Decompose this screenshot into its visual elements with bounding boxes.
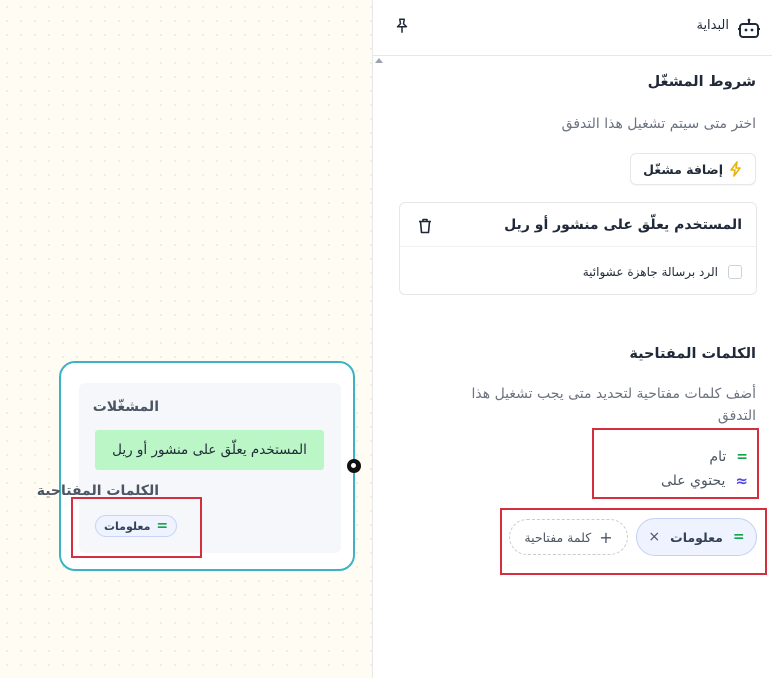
pin-icon[interactable] — [393, 17, 411, 35]
equals-icon: = — [732, 529, 745, 545]
trigger-card — [399, 202, 757, 295]
panel-title: البداية — [696, 18, 729, 33]
random-reply-checkbox[interactable] — [728, 265, 742, 279]
trigger-conditions-heading: شروط المشغّل — [647, 74, 756, 90]
trigger-conditions-description: اختر متى سيتم تشغيل هذا التدفق — [561, 116, 756, 132]
add-keyword-label: كلمة مفتاحية — [524, 529, 592, 545]
scroll-up-arrow[interactable] — [375, 58, 383, 63]
node-output-handle[interactable] — [347, 459, 361, 473]
flow-canvas[interactable] — [0, 0, 372, 678]
annotation-box-legend — [592, 428, 759, 499]
legend-exact-label: تام — [709, 449, 727, 465]
node-triggers-heading: المشغّلات — [92, 399, 159, 415]
add-trigger-label: إضافة مشغّل — [643, 161, 723, 177]
plus-icon: + — [599, 527, 613, 547]
annotation-box-node-keyword — [71, 497, 202, 558]
node-settings-panel — [372, 0, 772, 678]
trash-icon[interactable] — [418, 218, 432, 234]
trigger-card-title: المستخدم يعلّق على منشور أو ريل — [504, 217, 742, 233]
node-keywords-heading: الكلمات المفتاحية — [36, 483, 159, 499]
annotation-box-keywords — [500, 508, 767, 575]
node-trigger-item: المستخدم يعلّق على منشور أو ريل — [95, 430, 324, 470]
lightning-icon — [729, 161, 743, 177]
keywords-description-line2: التدفق — [717, 408, 756, 424]
equals-icon: = — [736, 449, 748, 465]
add-trigger-button[interactable] — [630, 153, 756, 185]
node-keyword-label: معلومات — [104, 519, 151, 533]
remove-keyword-icon[interactable]: × — [648, 529, 661, 545]
random-reply-option[interactable] — [583, 265, 742, 279]
random-reply-label: الرد برسالة جاهزة عشوائية — [582, 265, 718, 279]
keywords-heading: الكلمات المفتاحية — [629, 346, 756, 362]
equals-icon: = — [156, 518, 169, 534]
keyword-chip-label: معلومات — [670, 529, 723, 545]
legend-contains-label: يحتوي على — [660, 473, 726, 489]
robot-icon — [737, 17, 761, 41]
approx-icon: ≈ — [735, 472, 748, 490]
trigger-card-header — [400, 203, 756, 247]
panel-header — [373, 0, 772, 56]
keywords-description-line1: أضف كلمات مفتاحية لتحديد متى يجب تشغيل هذا — [471, 386, 756, 402]
